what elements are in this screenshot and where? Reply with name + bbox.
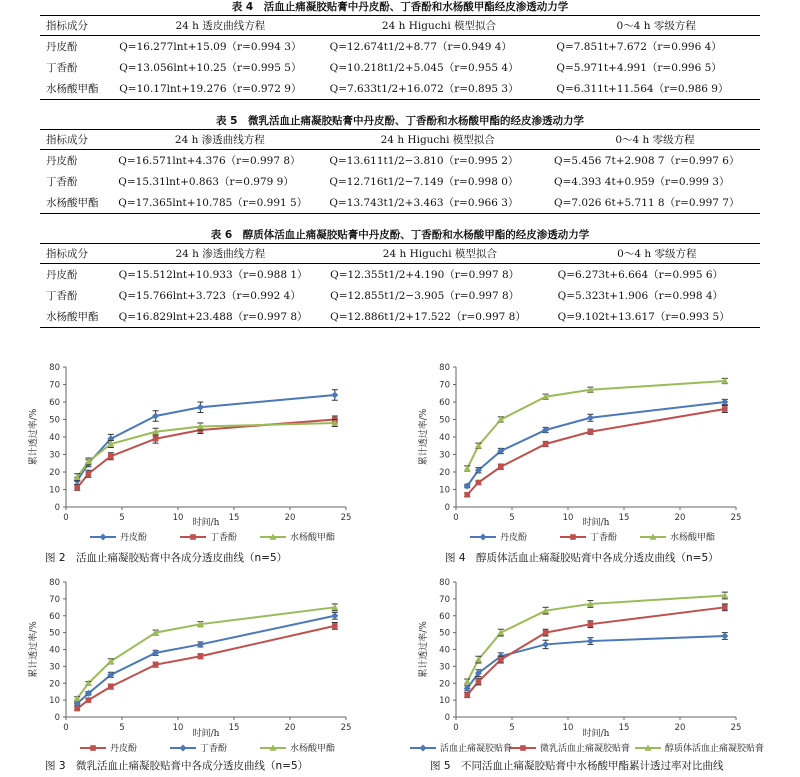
x-tick-label: 25 bbox=[730, 513, 742, 523]
x-tick-label: 25 bbox=[340, 723, 352, 733]
y-tick-label: 20 bbox=[49, 468, 60, 478]
series bbox=[74, 390, 339, 485]
table-row bbox=[40, 192, 760, 214]
figure-5-caption: 图 5 不同活血止痛凝胶贴膏中水杨酸甲酯累计透过率对比曲线 bbox=[430, 760, 724, 772]
legend-item bbox=[180, 531, 237, 543]
y-axis-label: 累计透过率/% bbox=[419, 408, 429, 466]
y-tick-label: 20 bbox=[439, 679, 450, 690]
y-tick-label: 80 bbox=[439, 363, 450, 373]
series-line bbox=[77, 395, 335, 481]
table-cell: 丹皮酚 bbox=[46, 155, 78, 167]
table-4-caption: 表 4 活血止痛凝胶贴膏中丹皮酚、丁香酚和水杨酸甲酯经皮渗透动力学 bbox=[231, 1, 569, 13]
table-cell: 水杨酸甲酯 bbox=[46, 197, 99, 209]
data-point-marker bbox=[86, 471, 92, 477]
y-tick-label: 10 bbox=[49, 485, 60, 496]
y-tick-label: 70 bbox=[439, 380, 450, 391]
data-point-marker bbox=[180, 745, 187, 752]
table-cell: 丁香酚 bbox=[46, 290, 78, 302]
table-cell: Q=7.633t1/2+16.072（r=0.895 3） bbox=[329, 83, 519, 95]
y-tick-label: 0 bbox=[54, 503, 60, 513]
y-tick-label: 20 bbox=[439, 468, 450, 478]
figure-4 bbox=[410, 355, 770, 550]
y-tick-label: 70 bbox=[439, 594, 450, 605]
data-point-marker bbox=[587, 414, 594, 421]
table-cell: Q=6.273t+6.664（r=0.995 6） bbox=[557, 269, 724, 281]
y-axis-label: 累计透过率/% bbox=[29, 621, 39, 678]
table-cell: Q=4.393 4t+0.959（r=0.999 3） bbox=[554, 176, 730, 188]
legend-label: 丹皮酚 bbox=[500, 533, 528, 543]
data-point-marker bbox=[570, 534, 576, 540]
table-cell: Q=5.323t+1.906（r=0.998 4） bbox=[557, 290, 724, 302]
table-cell: 丹皮酚 bbox=[46, 269, 78, 281]
data-point-marker bbox=[722, 406, 728, 412]
legend-item bbox=[260, 531, 335, 543]
x-tick-label: 15 bbox=[228, 723, 240, 733]
legend-label: 丹皮酚 bbox=[110, 744, 138, 754]
x-tick-label: 20 bbox=[674, 723, 686, 733]
header-higuchi: 24 h Higuchi 模型拟合 bbox=[325, 130, 550, 150]
series-line bbox=[77, 420, 335, 488]
data-point-marker bbox=[498, 657, 504, 663]
table-cell: Q=12.886t1/2+17.522（r=0.997 8） bbox=[330, 311, 526, 323]
y-tick-label: 50 bbox=[439, 415, 450, 426]
table-cell: Q=12.716t1/2−7.149（r=0.998 0） bbox=[329, 176, 519, 188]
table-row bbox=[40, 171, 760, 192]
data-point-marker bbox=[74, 485, 80, 491]
header-transdermal-equation: 24 h 透皮曲线方程 bbox=[115, 16, 325, 36]
legend-item bbox=[510, 742, 630, 754]
series bbox=[464, 378, 729, 472]
table-4-block bbox=[40, 0, 760, 100]
x-axis-label: 时间/h bbox=[582, 729, 610, 739]
y-tick-label: 40 bbox=[439, 645, 450, 656]
table-cell: Q=5.971t+4.991（r=0.996 5） bbox=[556, 62, 722, 74]
data-point-marker bbox=[198, 653, 204, 659]
series-line bbox=[467, 381, 725, 469]
x-tick-label: 25 bbox=[730, 723, 742, 733]
header-component: 指标成分 bbox=[40, 244, 115, 264]
table-5 bbox=[40, 129, 760, 214]
x-tick-label: 10 bbox=[172, 723, 184, 733]
y-tick-label: 10 bbox=[439, 485, 450, 496]
table-cell: Q=15.766lnt+3.723（r=0.992 4） bbox=[118, 290, 301, 302]
x-tick-label: 5 bbox=[119, 513, 125, 523]
y-tick-label: 70 bbox=[49, 594, 60, 605]
table-cell: Q=10.17lnt+19.276（r=0.972 9） bbox=[119, 83, 302, 95]
table-cell: 水杨酸甲酯 bbox=[46, 83, 99, 95]
x-tick-label: 20 bbox=[674, 513, 686, 523]
data-point-marker bbox=[542, 641, 549, 648]
x-axis-label: 时间/h bbox=[192, 518, 220, 528]
table-cell: Q=5.456 7t+2.908 7（r=0.997 6） bbox=[554, 155, 740, 167]
table-4 bbox=[40, 15, 760, 100]
data-point-marker bbox=[108, 684, 114, 690]
table-cell: Q=15.31lnt+0.863（r=0.979 9） bbox=[118, 176, 294, 188]
series-line bbox=[467, 636, 725, 688]
x-tick-label: 5 bbox=[119, 723, 125, 733]
table-cell: Q=16.277lnt+15.09（r=0.994 3） bbox=[119, 41, 302, 53]
data-point-marker bbox=[420, 745, 427, 752]
x-tick-label: 10 bbox=[562, 513, 574, 523]
y-axis-label: 累计透过率/% bbox=[419, 621, 429, 678]
table-cell: 丁香酚 bbox=[46, 62, 78, 74]
y-tick-label: 80 bbox=[439, 578, 450, 588]
data-point-marker bbox=[498, 464, 504, 470]
x-tick-label: 15 bbox=[228, 513, 240, 523]
y-tick-label: 80 bbox=[49, 578, 60, 588]
table-6-caption: 表 6 醇质体活血止痛凝胶贴膏中丹皮酚、丁香酚和水杨酸甲酯的经皮渗透动力学 bbox=[210, 229, 590, 241]
data-point-marker bbox=[152, 413, 159, 420]
header-component: 指标成分 bbox=[40, 130, 114, 150]
legend-item bbox=[170, 742, 227, 754]
x-tick-label: 5 bbox=[509, 723, 515, 733]
figure-3 bbox=[20, 572, 380, 757]
x-tick-label: 20 bbox=[284, 723, 296, 733]
y-tick-label: 30 bbox=[49, 450, 60, 461]
table-cell: Q=10.218t1/2+5.045（r=0.955 4） bbox=[329, 62, 519, 74]
legend-label: 丁香酚 bbox=[590, 533, 618, 543]
header-zero-order: 0～4 h 零级方程 bbox=[554, 244, 760, 264]
data-point-marker bbox=[100, 534, 107, 541]
data-point-marker bbox=[722, 605, 728, 611]
data-point-marker bbox=[153, 662, 159, 668]
table-header-row bbox=[40, 130, 760, 150]
data-point-marker bbox=[190, 534, 196, 540]
data-point-marker bbox=[86, 697, 92, 703]
table-cell: Q=13.056lnt+10.25（r=0.995 5） bbox=[119, 62, 302, 74]
header-transdermal-equation: 24 h 渗透曲线方程 bbox=[114, 130, 325, 150]
x-tick-label: 0 bbox=[63, 513, 69, 523]
table-cell: 丹皮酚 bbox=[46, 41, 78, 53]
table-cell: Q=9.102t+13.617（r=0.993 5） bbox=[557, 311, 730, 323]
series-line bbox=[77, 423, 335, 477]
table-row bbox=[40, 264, 760, 286]
table-row bbox=[40, 150, 760, 172]
table-cell: Q=15.512lnt+10.933（r=0.988 1） bbox=[118, 269, 308, 281]
table-cell: Q=16.829lnt+23.488（r=0.997 8） bbox=[118, 311, 308, 323]
legend-label: 活血止痛凝胶贴膏 bbox=[440, 744, 513, 754]
y-tick-label: 40 bbox=[49, 645, 60, 656]
table-row bbox=[40, 78, 760, 100]
y-tick-label: 30 bbox=[439, 662, 450, 673]
table-6 bbox=[40, 243, 760, 328]
data-point-marker bbox=[464, 492, 470, 498]
data-point-marker bbox=[480, 534, 487, 541]
series-line bbox=[77, 616, 335, 704]
header-higuchi: 24 h Higuchi 模型拟合 bbox=[326, 16, 553, 36]
figure-2-caption: 图 2 活血止痛凝胶贴膏中各成分透皮曲线（n=5） bbox=[45, 552, 288, 564]
x-tick-label: 0 bbox=[453, 723, 459, 733]
table-row bbox=[40, 285, 760, 306]
x-tick-label: 15 bbox=[618, 513, 630, 523]
header-zero-order: 0～4 h 零级方程 bbox=[552, 16, 760, 36]
x-tick-label: 5 bbox=[509, 513, 515, 523]
table-header-row bbox=[40, 244, 760, 264]
y-tick-label: 50 bbox=[49, 628, 60, 639]
y-axis-label: 累计透过率/% bbox=[29, 408, 39, 466]
y-tick-label: 30 bbox=[439, 450, 450, 461]
figure-5-chart bbox=[410, 572, 790, 757]
figure-4-chart bbox=[410, 355, 770, 550]
data-point-marker bbox=[520, 745, 526, 751]
data-point-marker bbox=[332, 623, 338, 629]
figure-5 bbox=[410, 572, 790, 757]
data-point-marker bbox=[588, 429, 594, 435]
data-point-marker bbox=[331, 612, 338, 619]
y-tick-label: 10 bbox=[49, 696, 60, 707]
y-tick-label: 70 bbox=[49, 380, 60, 391]
header-transdermal-equation: 24 h 渗透曲线方程 bbox=[115, 244, 327, 264]
table-6-block bbox=[40, 228, 760, 328]
table-cell: Q=13.743t1/2+3.463（r=0.966 3） bbox=[329, 197, 519, 209]
plot-area bbox=[27, 578, 351, 754]
x-tick-label: 0 bbox=[63, 723, 69, 733]
table-cell: Q=12.855t1/2−3.905（r=0.997 8） bbox=[330, 290, 520, 302]
data-point-marker bbox=[153, 436, 159, 442]
y-tick-label: 30 bbox=[49, 662, 60, 673]
y-tick-label: 50 bbox=[439, 628, 450, 639]
table-row bbox=[40, 57, 760, 78]
x-tick-label: 15 bbox=[618, 723, 630, 733]
data-point-marker bbox=[543, 630, 549, 636]
data-point-marker bbox=[108, 453, 114, 459]
table-row bbox=[40, 36, 760, 58]
series-line bbox=[467, 607, 725, 695]
data-point-marker bbox=[543, 441, 549, 447]
series-line bbox=[467, 596, 725, 682]
y-tick-label: 0 bbox=[444, 503, 450, 513]
legend-label: 丹皮酚 bbox=[120, 533, 148, 543]
legend-item bbox=[410, 742, 512, 754]
series-line bbox=[77, 626, 335, 709]
y-tick-label: 40 bbox=[439, 433, 450, 443]
figure-2 bbox=[20, 355, 380, 550]
figure-3-chart bbox=[20, 572, 380, 757]
header-higuchi: 24 h Higuchi 模型拟合 bbox=[326, 244, 553, 264]
table-5-caption: 表 5 微乳活血止痛凝胶贴膏中丹皮酚、丁香酚和水杨酸甲酯的经皮渗透动力学 bbox=[216, 115, 584, 127]
legend-item bbox=[470, 531, 527, 543]
figure-4-caption: 图 4 醇质体活血止痛凝胶贴膏中各成分透皮曲线（n=5） bbox=[445, 552, 719, 564]
plot-area bbox=[27, 363, 351, 543]
legend-label: 水杨酸甲酯 bbox=[290, 533, 336, 543]
table-cell: 丁香酚 bbox=[46, 176, 78, 188]
y-tick-label: 50 bbox=[49, 415, 60, 426]
data-point-marker bbox=[721, 633, 728, 640]
x-axis-label: 时间/h bbox=[582, 518, 610, 528]
y-tick-label: 10 bbox=[439, 696, 450, 707]
plot-area bbox=[410, 578, 764, 754]
legend-label: 水杨酸甲酯 bbox=[670, 533, 716, 543]
legend-item bbox=[90, 531, 147, 543]
x-tick-label: 25 bbox=[340, 513, 352, 523]
x-axis-label: 时间/h bbox=[192, 729, 220, 739]
y-tick-label: 60 bbox=[439, 611, 450, 622]
data-point-marker bbox=[90, 745, 96, 751]
table-cell: Q=7.026 6t+5.711 8（r=0.997 7） bbox=[554, 197, 740, 209]
y-tick-label: 40 bbox=[49, 433, 60, 443]
legend-item bbox=[640, 531, 715, 543]
figure-3-caption: 图 3 微乳活血止痛凝胶贴膏中各成分透皮曲线（n=5） bbox=[45, 760, 309, 772]
table-cell: Q=12.674t1/2+8.77（r=0.949 4） bbox=[329, 41, 512, 53]
legend-item bbox=[635, 742, 764, 754]
data-point-marker bbox=[464, 692, 470, 698]
legend-item bbox=[260, 742, 335, 754]
table-header-row bbox=[40, 16, 760, 36]
y-tick-label: 20 bbox=[49, 679, 60, 690]
data-point-marker bbox=[588, 621, 594, 627]
table-cell: Q=6.311t+11.564（r=0.986 9） bbox=[556, 83, 729, 95]
legend-label: 水杨酸甲酯 bbox=[290, 744, 336, 754]
y-tick-label: 0 bbox=[444, 713, 450, 723]
legend-label: 醇质体活血止痛凝胶贴膏 bbox=[665, 744, 765, 754]
legend-item bbox=[80, 742, 137, 754]
series-line bbox=[467, 409, 725, 495]
series bbox=[464, 604, 728, 698]
series bbox=[74, 623, 338, 712]
legend-label: 微乳活血止痛凝胶贴膏 bbox=[540, 744, 631, 754]
header-component: 指标成分 bbox=[40, 16, 115, 36]
series bbox=[464, 399, 729, 490]
data-point-marker bbox=[197, 404, 204, 411]
table-row bbox=[40, 306, 760, 328]
y-tick-label: 60 bbox=[49, 611, 60, 622]
legend-item bbox=[560, 531, 617, 543]
legend-label: 丁香酚 bbox=[200, 744, 228, 754]
table-cell: Q=12.355t1/2+4.190（r=0.997 8） bbox=[330, 269, 520, 281]
y-tick-label: 0 bbox=[54, 713, 60, 723]
header-zero-order: 0～4 h 零级方程 bbox=[550, 130, 760, 150]
table-cell: 水杨酸甲酯 bbox=[46, 311, 99, 323]
table-cell: Q=16.571lnt+4.376（r=0.997 8） bbox=[118, 155, 301, 167]
x-tick-label: 10 bbox=[172, 513, 184, 523]
table-cell: Q=17.365lnt+10.785（r=0.991 5） bbox=[118, 197, 308, 209]
data-point-marker bbox=[331, 392, 338, 399]
data-point-marker bbox=[476, 480, 482, 486]
y-tick-label: 60 bbox=[49, 398, 60, 408]
y-tick-label: 80 bbox=[49, 363, 60, 373]
table-5-block bbox=[40, 114, 760, 214]
data-point-marker bbox=[476, 679, 482, 685]
figure-2-chart bbox=[20, 355, 380, 550]
table-cell: Q=13.611t1/2−3.810（r=0.995 2） bbox=[329, 155, 519, 167]
table-cell: Q=7.851t+7.672（r=0.996 4） bbox=[556, 41, 722, 53]
plot-area bbox=[417, 363, 741, 543]
y-tick-label: 60 bbox=[439, 398, 450, 408]
x-tick-label: 20 bbox=[284, 513, 296, 523]
data-point-marker bbox=[587, 638, 594, 645]
x-tick-label: 10 bbox=[562, 723, 574, 733]
legend-label: 丁香酚 bbox=[210, 533, 238, 543]
x-tick-label: 0 bbox=[453, 513, 459, 523]
